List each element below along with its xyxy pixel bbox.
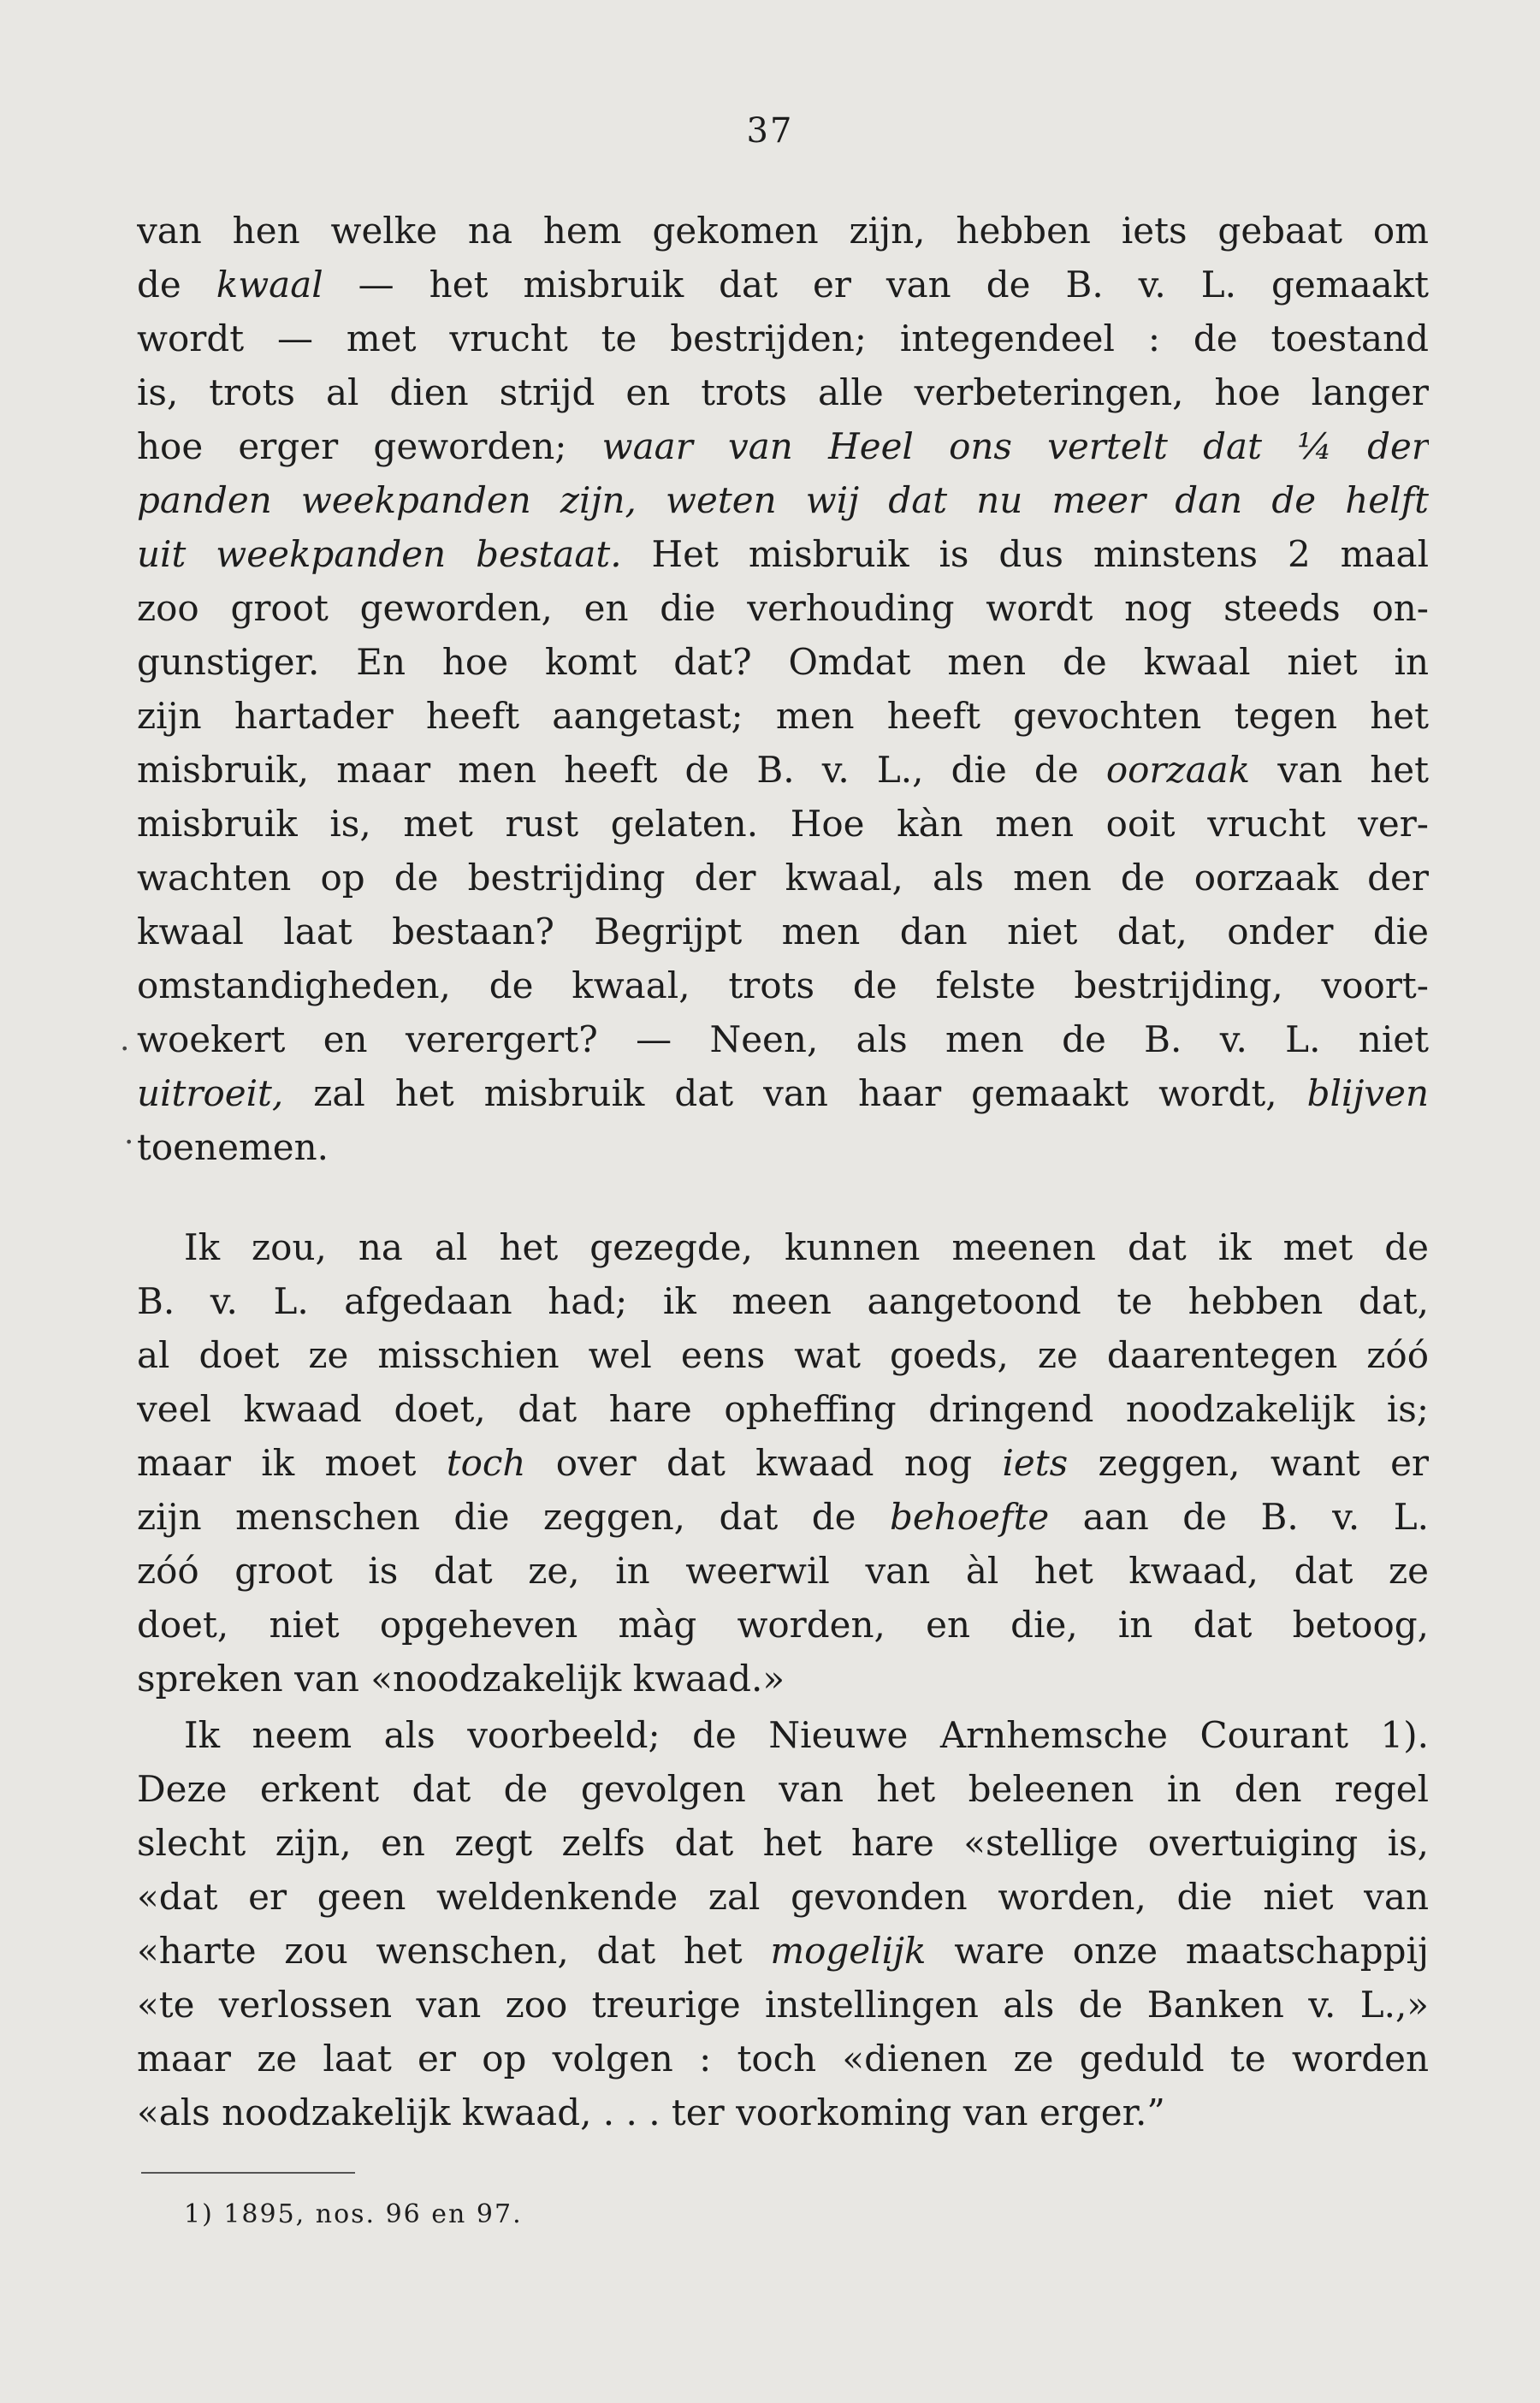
italic-run: mogelijk: [770, 1930, 927, 1972]
text-line: [137, 1124, 1429, 1172]
text-line: [137, 800, 1429, 848]
text-line: [137, 531, 1429, 578]
italic-run: behoefte: [889, 1496, 1050, 1538]
text-run: omstandigheden, de kwaal, trots de felste bestrijding, voort-: [137, 964, 1429, 1006]
text-run: al doet ze misschien wel eens wat goeds, ze daarentegen zóó: [137, 1334, 1429, 1376]
text-run: Ik neem als voorbeeld; de Nieuwe Arnhemsche Courant 1).: [184, 1714, 1429, 1756]
text-run: veel kwaad doet, dat hare opheffing dringend noodzakelijk is;: [137, 1388, 1429, 1430]
text-run: maar ik moet: [137, 1442, 447, 1484]
text-line: [137, 1385, 1429, 1433]
italic-run: panden weekpanden zijn, weten wij dat nu meer dan de helft: [137, 479, 1429, 521]
text-run: van hen welke na hem gekomen zijn, hebben iets gebaat om: [137, 210, 1429, 252]
text-line: [137, 584, 1429, 632]
text-run: Ik zou, na al het gezegde, kunnen meenen dat ik met de: [184, 1226, 1429, 1268]
italic-run: uit weekpanden bestaat.: [137, 533, 622, 575]
text-run: B. v. L. afgedaan had; ik meen aangetoond te hebben dat,: [137, 1280, 1429, 1322]
text-run: zoo groot geworden, en die verhouding wordt nog steeds on-: [137, 587, 1429, 629]
text-run: zijn hartader heeft aangetast; men heeft gevochten tegen het: [137, 695, 1429, 737]
text-run: wachten op de bestrijding der kwaal, als men de oorzaak der: [137, 857, 1429, 899]
text-run: zijn menschen die zeggen, dat de: [137, 1496, 890, 1538]
text-run: misbruik is, met rust gelaten. Hoe kàn men ooit vrucht ver-: [137, 803, 1429, 845]
margin-mark: ·: [124, 1125, 134, 1160]
italic-run: iets: [1002, 1442, 1069, 1484]
text-run: Het misbruik is dus minstens 2 maal: [621, 533, 1429, 575]
text-run: doet, niet opgeheven màg worden, en die, in dat betoog,: [137, 1604, 1429, 1646]
text-line: [184, 1224, 1429, 1272]
text-line: [137, 1601, 1429, 1649]
text-run: aan de B. v. L.: [1049, 1496, 1429, 1538]
text-run: «harte zou wenschen, dat het: [137, 1930, 771, 1972]
italic-run: oorzaak: [1105, 749, 1251, 791]
text-run: zal het misbruik dat van haar gemaakt wordt,: [283, 1072, 1307, 1114]
text-line: [184, 1712, 1429, 1759]
italic-run: toch: [446, 1442, 526, 1484]
italic-run: blijven: [1306, 1072, 1429, 1114]
text-line: [137, 2035, 1429, 2083]
text-line: [137, 1278, 1429, 1326]
footnote: 1) 1895, nos. 96 en 97.: [184, 2199, 523, 2229]
margin-mark: .: [120, 1023, 130, 1058]
text-run: Deze erkent dat de gevolgen van het beleenen in den regel: [137, 1768, 1429, 1810]
text-line: [137, 1439, 1429, 1487]
text-run: — het misbruik dat er van de B. v. L. gemaakt: [323, 264, 1429, 306]
page-number: 37: [746, 111, 794, 151]
text-run: «dat er geen weldenkende zal gevonden worden, die niet van: [137, 1876, 1429, 1918]
text-line: [137, 908, 1429, 956]
text-run: gunstiger. En hoe komt dat? Omdat men de kwaal niet in: [137, 641, 1429, 683]
text-run: kwaal laat bestaan? Begrijpt men dan niet dat, onder die: [137, 911, 1429, 952]
text-line: [137, 207, 1429, 255]
text-line: [137, 315, 1429, 363]
text-line: [137, 1655, 1429, 1703]
text-line: [137, 423, 1429, 471]
text-run: «te verlossen van zoo treurige instellingen als de Banken v. L.,»: [137, 1984, 1429, 2026]
text-line: [137, 1332, 1429, 1380]
text-run: misbruik, maar men heeft de B. v. L., die de: [137, 749, 1106, 791]
text-line: [137, 1873, 1429, 1921]
text-line: [137, 2089, 1429, 2137]
text-run: over dat kwaad nog: [525, 1442, 1003, 1484]
text-line: [137, 1070, 1429, 1118]
text-run: is, trots al dien strijd en trots alle verbeteringen, hoe langer: [137, 371, 1429, 413]
text-run: hoe erger geworden;: [137, 425, 602, 467]
text-line: [137, 1981, 1429, 2029]
text-line: [137, 1927, 1429, 1975]
text-line: [137, 261, 1429, 309]
italic-run: kwaal: [216, 264, 323, 306]
text-run: toenemen.: [137, 1126, 329, 1168]
text-run: zeggen, want er: [1068, 1442, 1429, 1484]
text-run: spreken van «noodzakelijk kwaad.»: [137, 1658, 785, 1700]
footnote-rule: [141, 2172, 355, 2174]
text-line: [137, 1493, 1429, 1541]
text-line: [137, 962, 1429, 1010]
italic-run: uitroeit,: [137, 1072, 284, 1114]
text-run: zóó groot is dat ze, in weerwil van àl het kwaad, dat ze: [137, 1550, 1429, 1592]
text-run: van het: [1250, 749, 1429, 791]
text-line: [137, 369, 1429, 417]
text-run: ware onze maatschappij: [926, 1930, 1429, 1972]
text-line: [137, 638, 1429, 686]
text-run: wordt — met vrucht te bestrijden; integendeel : de toestand: [137, 317, 1429, 359]
text-run: maar ze laat er op volgen : toch «dienen ze geduld te worden: [137, 2038, 1429, 2080]
text-run: woekert en verergert? — Neen, als men de B. v. L. niet: [137, 1018, 1429, 1060]
text-run: slecht zijn, en zegt zelfs dat het hare «stellige overtuiging is,: [137, 1822, 1429, 1864]
text-line: [137, 1765, 1429, 1813]
text-line: [137, 1819, 1429, 1867]
text-line: [137, 854, 1429, 902]
italic-run: waar van Heel ons vertelt dat ¼ der: [601, 425, 1429, 467]
text-line: [137, 692, 1429, 740]
text-line: [137, 746, 1429, 794]
text-run: «als noodzakelijk kwaad, . . . ter voorkoming van erger.”: [137, 2092, 1165, 2133]
text-line: [137, 1016, 1429, 1064]
text-line: [137, 477, 1429, 525]
text-run: de: [137, 264, 216, 306]
text-line: [137, 1547, 1429, 1595]
